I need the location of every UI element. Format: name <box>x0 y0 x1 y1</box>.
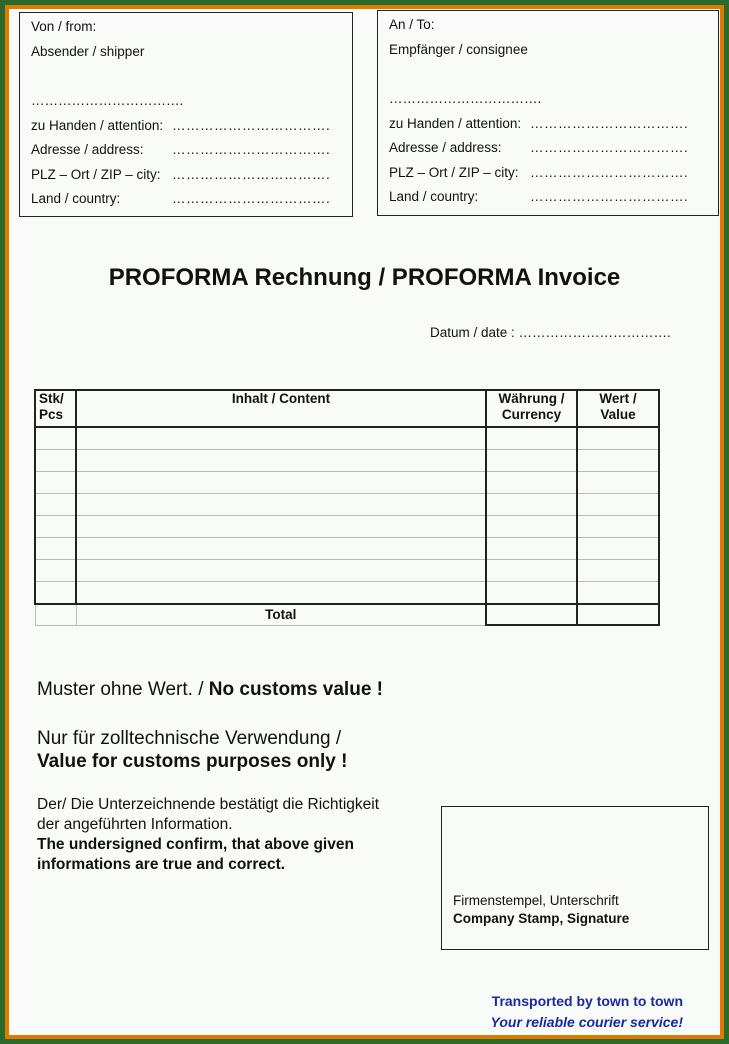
header-currency-bottom: Currency <box>501 407 562 422</box>
table-row <box>35 560 659 582</box>
from-title: Von / from: <box>31 19 97 34</box>
cell-value[interactable] <box>577 516 659 538</box>
footer-slogan: Your reliable courier service! <box>490 1014 683 1030</box>
table-row <box>35 450 659 472</box>
cell-currency[interactable] <box>486 582 577 605</box>
declaration-english-line2: informations are true and correct. <box>37 856 286 873</box>
header-currency-top: Währung / <box>498 391 565 406</box>
footer-transported-by: Transported by town to town <box>491 993 683 1009</box>
date-field[interactable]: Datum / date : ……………………………. <box>430 325 671 340</box>
cell-value[interactable] <box>577 582 659 605</box>
to-consignee-label: Empfänger / consignee <box>389 42 528 57</box>
stamp-label-german: Firmenstempel, Unterschrift <box>453 893 619 908</box>
cell-content[interactable] <box>76 538 486 560</box>
to-address-label: Adresse / address: <box>389 140 502 155</box>
to-address-box <box>377 10 719 216</box>
to-attention-label: zu Handen / attention: <box>389 116 522 131</box>
header-content <box>76 390 486 427</box>
to-country-field[interactable]: ……………………………. <box>530 189 689 204</box>
declaration-english-line1: The undersigned confirm, that above given <box>37 836 354 853</box>
cell-content[interactable] <box>76 472 486 494</box>
stamp-label-english: Company Stamp, Signature <box>453 911 630 926</box>
page-title: PROFORMA Rechnung / PROFORMA Invoice <box>108 264 621 291</box>
cell-value[interactable] <box>577 427 659 450</box>
cell-currency[interactable] <box>486 494 577 516</box>
cell-currency[interactable] <box>486 427 577 450</box>
cell-currency[interactable] <box>486 450 577 472</box>
cell-content[interactable] <box>76 494 486 516</box>
customs-purposes-note <box>37 727 347 773</box>
from-country-field[interactable]: ……………………………. <box>172 191 331 206</box>
total-pcs-cell <box>35 604 76 625</box>
table-row <box>35 582 659 605</box>
cell-value[interactable] <box>577 494 659 516</box>
to-attention-field[interactable]: ……………………………. <box>530 116 689 131</box>
from-country-label: Land / country: <box>31 191 121 206</box>
from-city-label: PLZ – Ort / ZIP – city: <box>31 167 161 182</box>
table-header-row <box>35 390 659 427</box>
table-row <box>35 427 659 450</box>
to-blank-line[interactable]: ……………………………. <box>389 91 542 106</box>
invoice-page <box>9 9 720 1035</box>
cell-content[interactable] <box>76 450 486 472</box>
to-city-field[interactable]: ……………………………. <box>530 165 689 180</box>
to-city-label: PLZ – Ort / ZIP – city: <box>389 165 519 180</box>
cell-content[interactable] <box>76 427 486 450</box>
total-value-cell[interactable] <box>577 604 659 625</box>
cell-value[interactable] <box>577 472 659 494</box>
declaration-text <box>37 795 379 875</box>
cell-value[interactable] <box>577 560 659 582</box>
total-currency-cell[interactable] <box>486 604 577 625</box>
from-address-label: Adresse / address: <box>31 142 144 157</box>
from-attention-field[interactable]: ……………………………. <box>172 118 331 133</box>
cell-pcs[interactable] <box>35 538 76 560</box>
cell-content[interactable] <box>76 582 486 605</box>
cell-currency[interactable] <box>486 560 577 582</box>
table-row <box>35 472 659 494</box>
header-pcs <box>35 390 76 427</box>
table-row <box>35 516 659 538</box>
cell-value[interactable] <box>577 450 659 472</box>
header-pcs-top: Stk/ <box>39 391 64 406</box>
header-currency <box>486 390 577 427</box>
cell-pcs[interactable] <box>35 472 76 494</box>
table-row <box>35 538 659 560</box>
items-table <box>34 389 660 626</box>
cell-currency[interactable] <box>486 472 577 494</box>
declaration-german-line2: der angeführten Information. <box>37 816 233 833</box>
customs-purposes-german: Nur für zolltechnische Verwendung / <box>37 728 342 749</box>
cell-pcs[interactable] <box>35 450 76 472</box>
cell-pcs[interactable] <box>35 427 76 450</box>
to-address-field[interactable]: ……………………………. <box>530 140 689 155</box>
header-content-label: Inhalt / Content <box>231 391 331 406</box>
total-row <box>35 604 659 625</box>
to-country-label: Land / country: <box>389 189 479 204</box>
declaration-german-line1: Der/ Die Unterzeichnende bestätigt die Richtigkeit <box>37 796 380 813</box>
cell-pcs[interactable] <box>35 560 76 582</box>
to-title: An / To: <box>389 17 435 32</box>
cell-pcs[interactable] <box>35 516 76 538</box>
from-shipper-label: Absender / shipper <box>31 44 145 59</box>
cell-content[interactable] <box>76 560 486 582</box>
cell-value[interactable] <box>577 538 659 560</box>
table-row <box>35 494 659 516</box>
header-pcs-bottom: Pcs <box>39 407 64 422</box>
cell-pcs[interactable] <box>35 494 76 516</box>
header-value <box>577 390 659 427</box>
no-customs-value-note <box>37 679 383 701</box>
from-city-field[interactable]: ……………………………. <box>172 167 331 182</box>
header-value-top: Wert / <box>599 391 637 406</box>
cell-currency[interactable] <box>486 538 577 560</box>
no-customs-value-german: Muster ohne Wert. / <box>37 679 209 700</box>
customs-purposes-english: Value for customs purposes only ! <box>37 751 348 772</box>
cell-pcs[interactable] <box>35 582 76 605</box>
cell-content[interactable] <box>76 516 486 538</box>
stamp-signature-box[interactable] <box>441 806 709 950</box>
header-value-bottom: Value <box>600 407 636 422</box>
cell-currency[interactable] <box>486 516 577 538</box>
from-address-field[interactable]: ……………………………. <box>172 142 331 157</box>
from-address-box <box>19 12 353 217</box>
no-customs-value-english: No customs value ! <box>208 679 383 700</box>
total-label: Total <box>76 604 486 625</box>
from-blank-line[interactable]: ……………………………. <box>31 93 184 108</box>
from-attention-label: zu Handen / attention: <box>31 118 164 133</box>
